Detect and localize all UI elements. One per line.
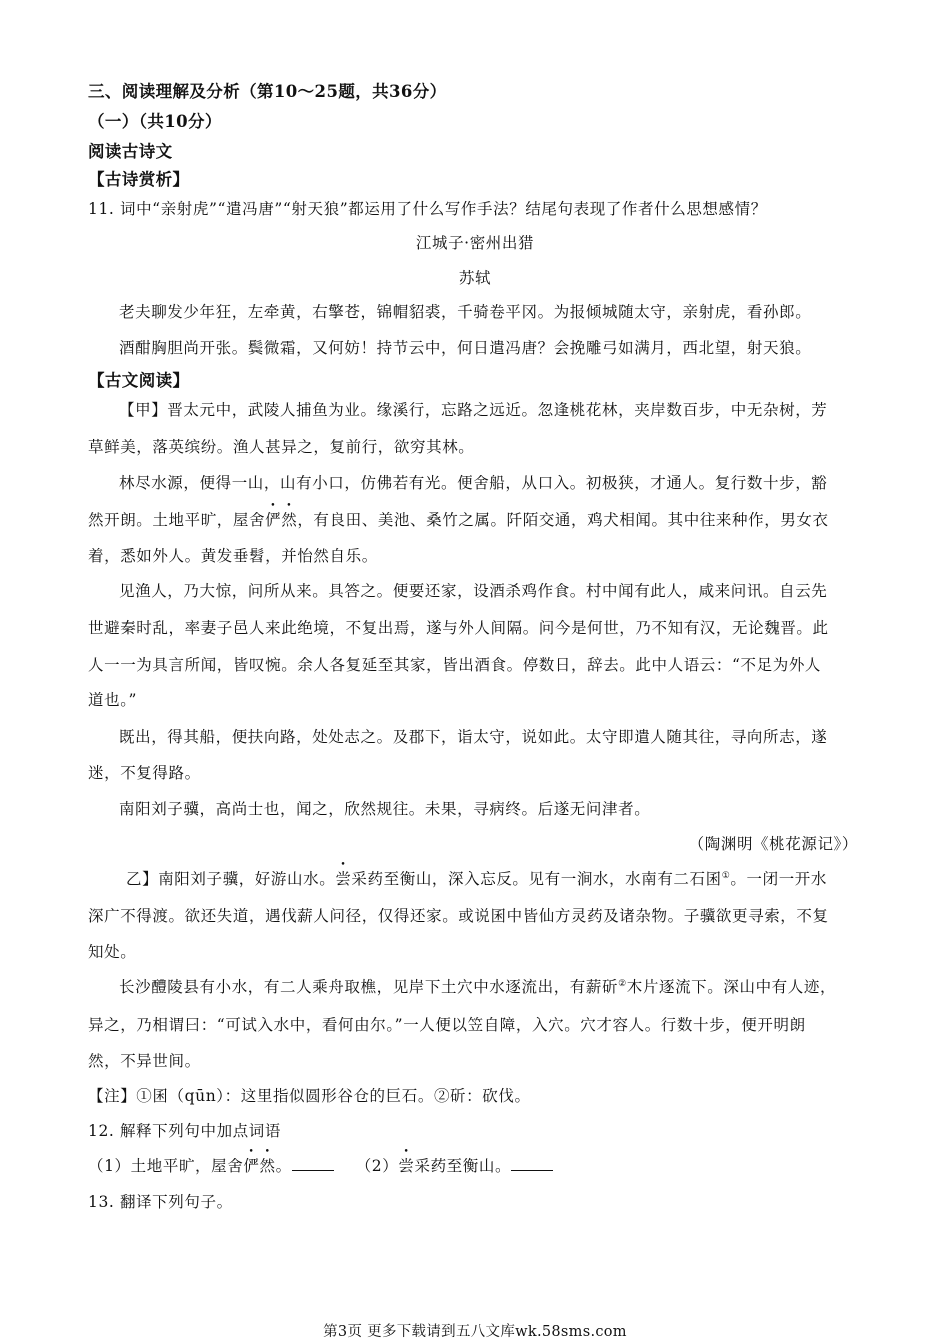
passage-jia-line: 人一一为具言所闻，皆叹惋。余人各复延至其家，皆出酒食。停数日，辞去。此中人语云：“不足为外人: [88, 656, 822, 674]
dotted-word: 尝: [398, 1157, 415, 1175]
answer-blank[interactable]: [511, 1156, 553, 1171]
answer-blank[interactable]: [292, 1156, 334, 1171]
passage-jia-line: 然开朗。土地平旷，屋舍俨然，有良田、美池、桑竹之属。阡陌交通，鸡犬相闻。其中往来种作，男女衣: [88, 511, 829, 529]
footnote-marker: ①: [721, 871, 731, 881]
passage-jia-line: 既出，得其船，便扶向路，处处志之。及郡下，诣太守，说如此。太守即遣人随其往，寻向所志，遂: [119, 728, 828, 746]
passage-yi-line: 乙】南阳刘子骥，好游山水。尝采药至衡山，深入忘反。见有一涧水，水南有二石囷①。一闭一开水: [126, 870, 828, 888]
passage-jia-line: 草鲜美，落英缤纷。渔人甚异之，复前行，欲穷其林。: [88, 438, 475, 456]
question-12-items: （1）土地平旷，屋舍俨然。 （2）尝采药至衡山。: [88, 1156, 553, 1176]
page-footer: 第3页 更多下载请到五八文库wk.58sms.com: [323, 1324, 627, 1340]
question-12: 12. 解释下列句中加点词语: [88, 1122, 281, 1140]
passage-jia-line: 世避秦时乱，率妻子邑人来此绝境，不复出焉，遂与外人间隔。问今是何世，乃不知有汉，无论魏晋。此: [88, 619, 829, 637]
passage-yi-line: 知处。: [88, 943, 137, 961]
dotted-word: 然: [259, 1157, 276, 1175]
passage-jia-line: 着，悉如外人。黄发垂髫，并怡然自乐。: [88, 547, 378, 565]
prose-heading: 【古文阅读】: [88, 371, 190, 390]
poem-line: 老夫聊发少年狂，左牵黄，右擎苍，锦帽貂裘，千骑卷平冈。为报倾城随太守，亲射虎，看孙郎。: [119, 303, 812, 321]
passage-yi-line: 然，不异世间。: [88, 1052, 201, 1070]
passage-jia-line: 道也。”: [88, 691, 138, 709]
passage-jia-line: 见渔人，乃大惊，问所从来。具答之。便要还家，设酒杀鸡作食。村中闻有此人，咸来问讯。自云先: [119, 582, 828, 600]
poem-heading: 【古诗赏析】: [88, 170, 190, 189]
dotted-word: 俨: [243, 1157, 260, 1175]
passage-jia-line: 【甲】晋太元中，武陵人捕鱼为业。缘溪行，忘路之远近。忽逢桃花林，夹岸数百步，中无杂树，芳: [119, 401, 828, 419]
passage-jia-line: 林尽水源，便得一山，山有小口，仿佛若有光。便舍船，从口入。初极狭，才通人。复行数十步，豁: [119, 474, 828, 492]
question-13: 13. 翻译下列句子。: [88, 1193, 233, 1211]
part-heading: （一）（共10分）: [88, 112, 222, 131]
dotted-word: 尝: [335, 870, 352, 888]
passage-jia-line: 迷，不复得路。: [88, 764, 201, 782]
poem-title: 江城子·密州出猎: [415, 234, 535, 252]
section-title: 三、阅读理解及分析（第10～25题，共36分）: [88, 82, 447, 101]
annotation-note: 【注】①囷（qūn）：这里指似圆形谷仓的巨石。②斫：砍伐。: [88, 1087, 531, 1105]
footnote-marker: ②: [618, 979, 627, 989]
passage-yi-line: 异之，乃相谓曰：“可试入水中，看何由尔。”一人便以笠自障，入穴。穴才容人。行数十步，便开明朗: [88, 1016, 806, 1034]
passage-jia-line: 南阳刘子骥，高尚士也，闻之，欣然规往。未果，寻病终。后遂无问津者。: [119, 800, 651, 818]
dotted-word: 然: [281, 511, 298, 529]
subtitle: 阅读古诗文: [88, 142, 173, 161]
poem-author: 苏轼: [458, 269, 492, 287]
passage-yi-line: 长沙醴陵县有小水，有二人乘舟取樵，见岸下土穴中水逐流出，有薪斫②木片逐流下。深山中有人迹，: [119, 978, 837, 996]
dotted-word: 俨: [265, 511, 282, 529]
passage-yi-line: 深广不得渡。欲还失道，遇伐薪人问径，仅得还家。或说囷中皆仙方灵药及诸杂物。子骥欲更寻索，不复: [88, 907, 829, 925]
question-11: 11. 词中“亲射虎”“遣冯唐”“射天狼”都运用了什么写作手法？结尾句表现了作者什么思想感情？: [88, 200, 767, 218]
poem-line: 酒酣胸胆尚开张。鬓微霜，又何妨！持节云中，何日遣冯唐？会挽雕弓如满月，西北望，射天狼。: [119, 339, 812, 357]
passage-jia-source: （陶渊明《桃花源记》）: [688, 835, 858, 853]
